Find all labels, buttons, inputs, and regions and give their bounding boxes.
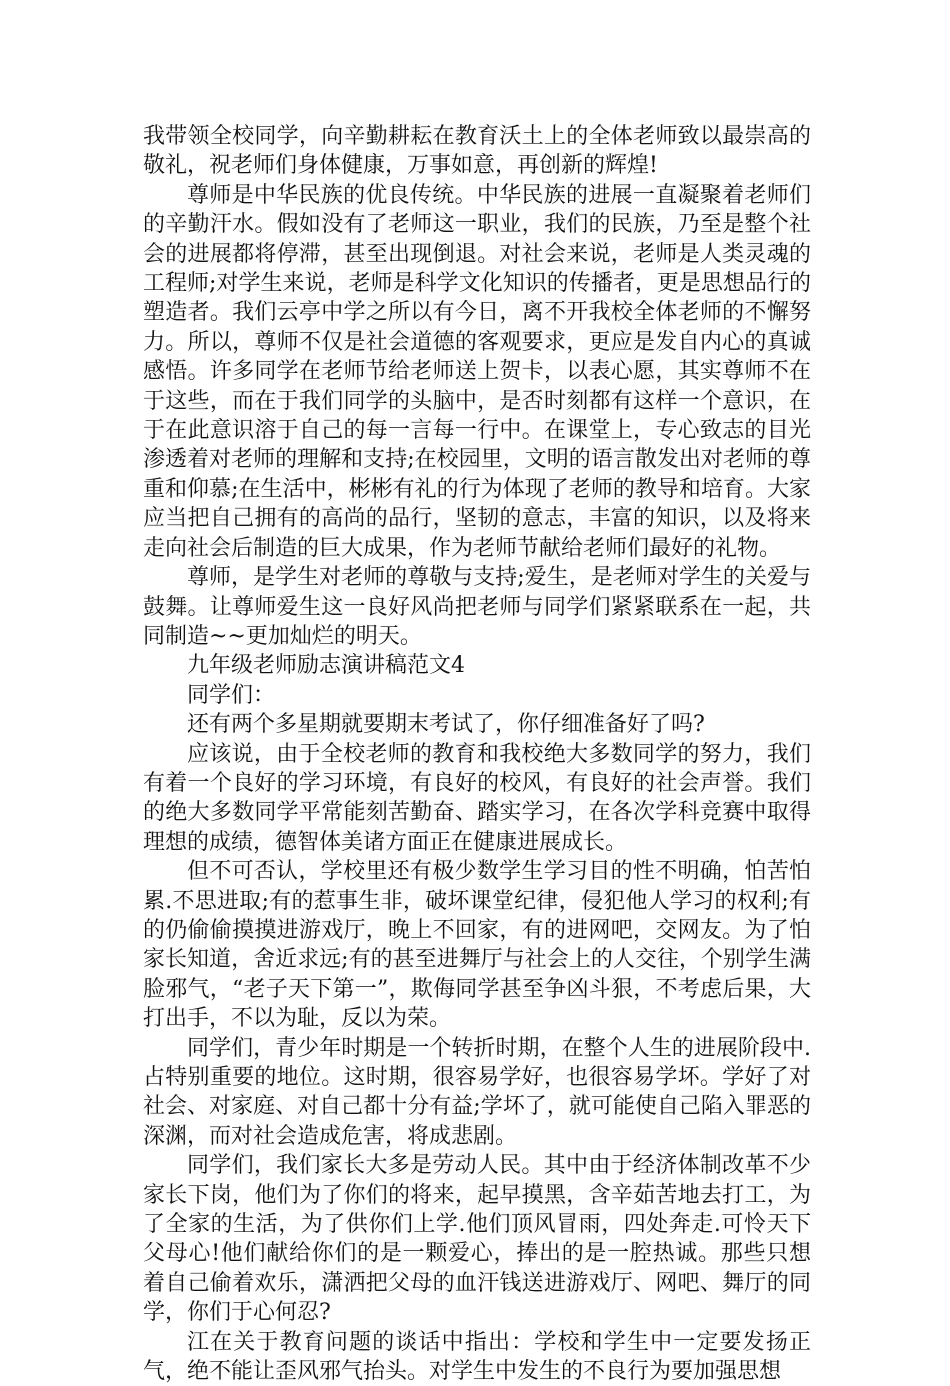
paragraph-youth-period: 同学们，青少年时期是一个转折时期，在整个人生的进展阶段中.占特别重要的地位。这时期，很容易学好，也很容易学坏。学好了对社会、对家庭、对自己都十分有益;学坏了，就可能使自己陷入罪恶的深渊，而对社会造成危害，将成悲剧。 [143,1035,811,1149]
paragraph-respect-and-love: 尊师，是学生对老师的尊敬与支持;爱生，是老师对学生的关爱与鼓舞。让尊师爱生这一良好风尚把老师与同学们紧紧联系在一起，共同制造~~更加灿烂的明天。 [143,565,811,649]
paragraph-education-speech: 江在关于教育问题的谈话中指出：学校和学生中一定要发扬正气，绝不能让歪风邪气抬头。对学生中发生的不良行为要加强思想 [143,1329,811,1385]
document-body [143,122,811,1386]
paragraph-problem-students: 但不可否认，学校里还有极少数学生学习目的性不明确，怕苦怕累.不思进取;有的惹事生非，破坏课堂纪律，侵犯他人学习的权利;有的仍偷偷摸摸进游戏厅，晚上不回家，有的进网吧，交网友。为了怕家长知道，舍近求远;有的甚至进舞厅与社会上的人交往，个别学生满脸邪气，“老子天下第一”，欺侮同学甚至争凶斗狠，不考虑后果，大打出手，不以为耻，反以为荣。 [143,859,811,1032]
paragraph-greeting: 同学们： [187,682,276,708]
paragraph-respect-teachers: 尊师是中华民族的优良传统。中华民族的进展一直凝聚着老师们的辛勤汗水。假如没有了老师这一职业，我们的民族，乃至是整个社会的进展都将停滞，甚至出现倒退。对社会来说，老师是人类灵魂的工程师;对学生来说，老师是科学文化知识的传播者，更是思想品行的塑造者。我们云亭中学之所以有今日，离不开我校全体老师的不懈努力。所以，尊师不仅是社会道德的客观要求，更应是发自内心的真诚感悟。许多同学在老师节给老师送上贺卡，以表心愿，其实尊师不在于这些，而在于我们同学的头脑中，是否时刻都有这样一个意识，在于在此意识溶于自己的每一言每一行中。在课堂上，专心致志的目光渗透着对老师的理解和支持;在校园里，文明的语言散发出对老师的尊重和仰慕;在生活中，彬彬有礼的行为体现了老师的教导和培育。大家应当把自己拥有的高尚的品行，坚韧的意志，丰富的知识，以及将来走向社会后制造的巨大成果，作为老师节献给老师们最好的礼物。 [143,182,811,561]
paragraph-parents: 同学们，我们家长大多是劳动人民。其中由于经济体制改革不少家长下岗，他们为了你们的将来，起早摸黑，含辛茹苦地去打工，为了全家的生活，为了供你们上学.他们顶风冒雨，四处奔走.可怜天下父母心!他们献给你们的是一颗爱心，捧出的是一腔热诚。那些只想着自己偷着欢乐，潇洒把父母的血汗钱送进游戏厅、网吧、舞厅的同学，你们于心何忍? [143,1153,811,1326]
paragraph-exam-question: 还有两个多星期就要期末考试了，你仔细准备好了吗? [187,712,705,738]
paragraph-closing-salute: 我带领全校同学，向辛勤耕耘在教育沃土上的全体老师致以最崇高的敬礼，祝老师们身体健康，万事如意，再创新的辉煌! [143,124,811,179]
section-heading: 九年级老师励志演讲稿范文4 [187,653,465,679]
paragraph-school-environment: 应该说，由于全校老师的教育和我校绝大多数同学的努力，我们有着一个良好的学习环境，有良好的校风，有良好的社会声誉。我们的绝大多数同学平常能刻苦勤奋、踏实学习，在各次学科竞赛中取得理想的成绩，德智体美诸方面正在健康进展成长。 [143,741,811,855]
